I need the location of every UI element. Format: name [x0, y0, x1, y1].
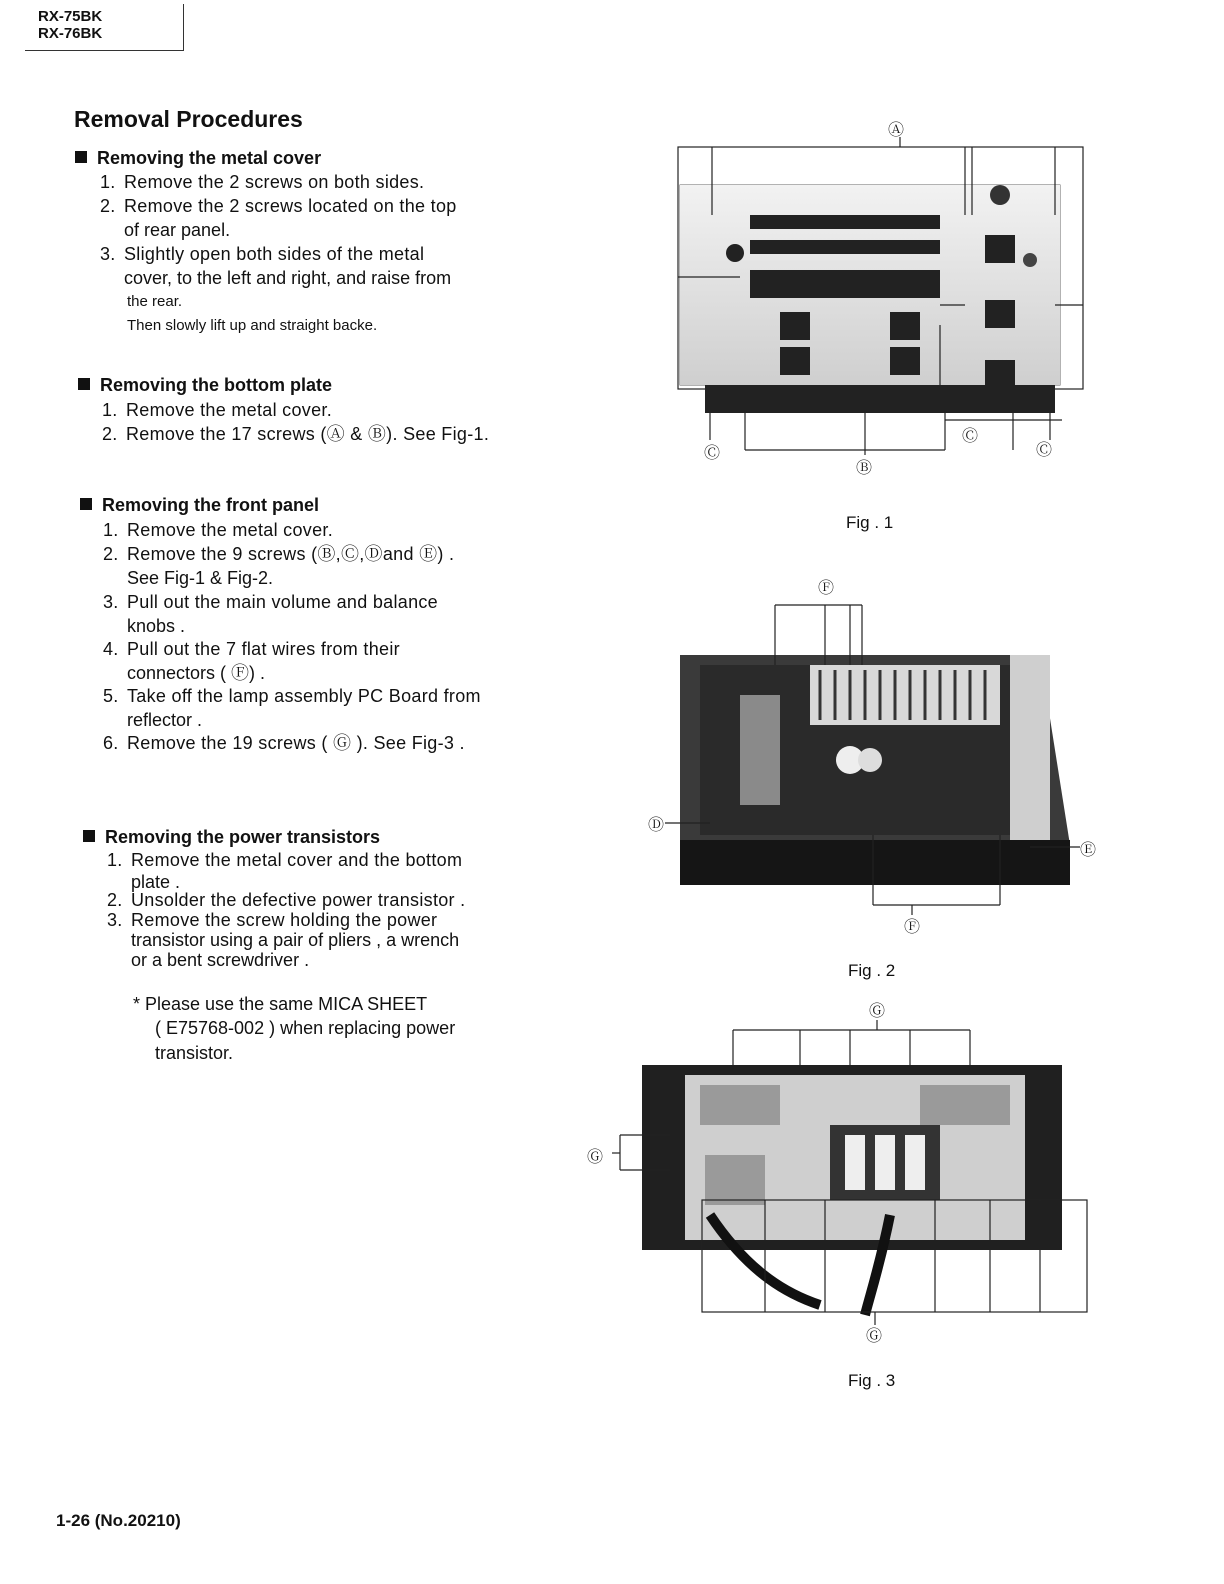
- step-continuation: reflector .: [127, 710, 203, 730]
- callout-label-c: Ⓒ: [704, 445, 721, 462]
- figure-2-caption: Fig . 2: [848, 961, 896, 980]
- model-number-2: RX-76BK: [38, 25, 103, 42]
- page-title: Removal Procedures: [74, 106, 303, 132]
- section-heading-front-panel: Removing the front panel: [80, 495, 319, 516]
- step-continuation: of rear panel.: [124, 220, 231, 240]
- step: 2. Remove the 17 screws (Ⓐ & Ⓑ). See Fig-1.: [102, 424, 490, 444]
- figure-3-photo: [590, 1015, 1100, 1335]
- step: 3. Pull out the main volume and balance: [103, 592, 438, 612]
- figure-3-caption: Fig . 3: [848, 1371, 896, 1390]
- model-number-1: RX-75BK: [38, 8, 103, 25]
- step-continuation: the rear.: [127, 293, 183, 310]
- figure-2: [640, 595, 1110, 915]
- section-heading-power-transistors: Removing the power transistors: [83, 827, 380, 848]
- figure-1-caption: Fig . 1: [846, 513, 894, 532]
- callout-label-f: Ⓕ: [818, 580, 835, 597]
- callout-label-e: Ⓔ: [1080, 842, 1097, 859]
- callout-label-c: Ⓒ: [962, 428, 979, 445]
- section-heading-bottom-plate: Removing the bottom plate: [78, 375, 332, 396]
- bullet-square-icon: [75, 151, 87, 163]
- callout-label-c: Ⓒ: [1036, 442, 1053, 459]
- step-continuation: transistor using a pair of pliers , a wrench: [131, 930, 460, 950]
- callout-label-b: Ⓑ: [856, 460, 873, 477]
- callout-label-d: Ⓓ: [648, 817, 665, 834]
- step-continuation: or a bent screwdriver .: [131, 950, 310, 970]
- bullet-square-icon: [78, 378, 90, 390]
- step: 4. Pull out the 7 flat wires from their: [103, 639, 400, 659]
- step: 1. Remove the metal cover.: [103, 520, 333, 540]
- callout-label-f: Ⓕ: [904, 919, 921, 936]
- section-heading-metal-cover: Removing the metal cover: [75, 148, 321, 169]
- step-continuation: plate .: [131, 872, 181, 892]
- note-line: * Please use the same MICA SHEET: [133, 994, 428, 1014]
- step-continuation: knobs .: [127, 616, 186, 636]
- callout-label-g: Ⓖ: [587, 1149, 604, 1166]
- note-line: transistor.: [155, 1043, 234, 1063]
- callout-label-g: Ⓖ: [869, 1003, 886, 1020]
- note-line: ( E75768-002 ) when replacing power: [155, 1018, 456, 1038]
- step: 3. Slightly open both sides of the metal: [100, 244, 425, 264]
- step-continuation: cover, to the left and right, and raise from: [124, 268, 452, 288]
- bullet-square-icon: [83, 830, 95, 842]
- step: 1. Remove the 2 screws on both sides.: [100, 172, 425, 192]
- figure-1-photo: [600, 115, 1100, 485]
- figure-3: [590, 1015, 1100, 1335]
- figure-1: [600, 115, 1100, 485]
- step: 6. Remove the 19 screws ( Ⓖ ). See Fig-3 .: [103, 733, 465, 753]
- callout-label-g: Ⓖ: [866, 1328, 883, 1345]
- step: 2. Unsolder the defective power transistor .: [107, 890, 466, 910]
- bullet-square-icon: [80, 498, 92, 510]
- step: 1. Remove the metal cover.: [102, 400, 332, 420]
- step-continuation: connectors ( Ⓕ) .: [127, 663, 266, 683]
- step: 5. Take off the lamp assembly PC Board from: [103, 686, 481, 706]
- figure-2-photo: [640, 595, 1110, 915]
- step: 2. Remove the 9 screws (Ⓑ,Ⓒ,Ⓓand Ⓔ) .: [103, 544, 455, 564]
- step-continuation: Then slowly lift up and straight backe.: [127, 317, 378, 334]
- callout-label-a: Ⓐ: [888, 122, 905, 139]
- step-continuation: See Fig-1 & Fig-2.: [127, 568, 274, 588]
- page-number: 1-26 (No.20210): [56, 1511, 181, 1530]
- step: 1. Remove the metal cover and the bottom: [107, 850, 463, 870]
- step: 3. Remove the screw holding the power: [107, 910, 438, 930]
- step: 2. Remove the 2 screws located on the top: [100, 196, 457, 216]
